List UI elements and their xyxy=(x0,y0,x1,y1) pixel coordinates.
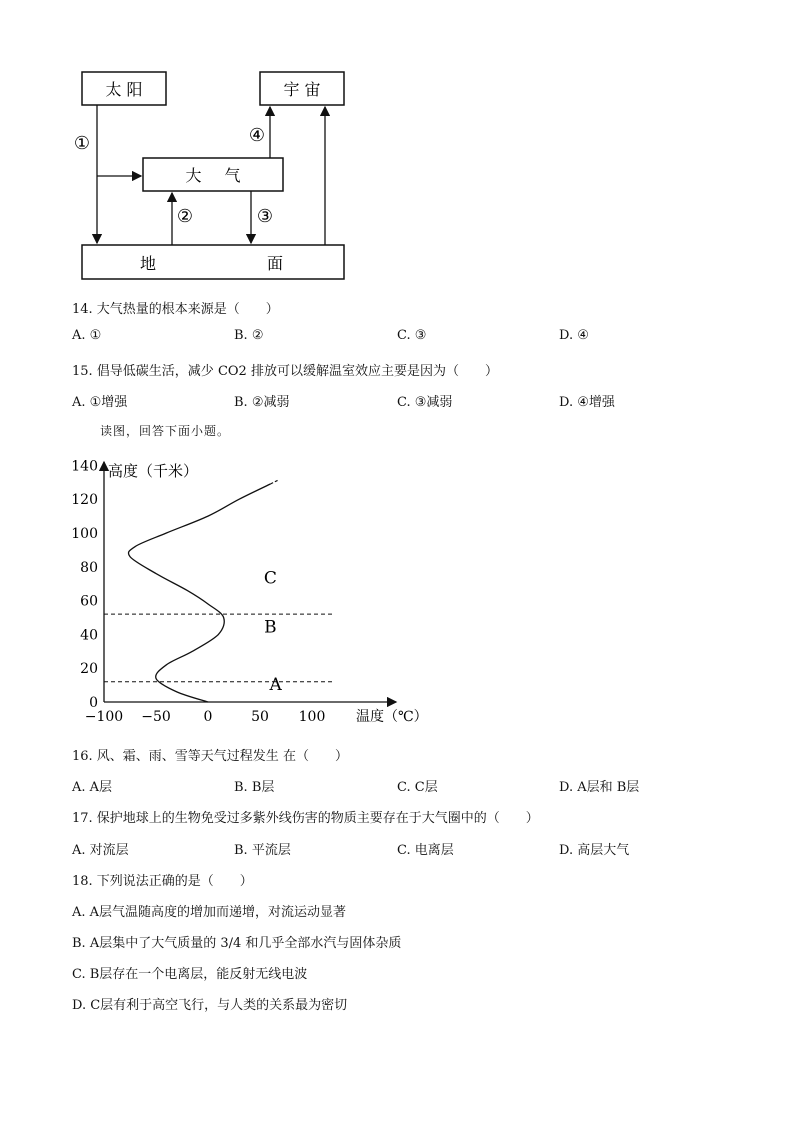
q14-option-c: C. ③ xyxy=(397,328,427,343)
q15-option-d: D. ④增强 xyxy=(559,395,615,410)
layer-label-C: C xyxy=(263,568,277,589)
question-15: 15. 倡导低碳生活，减少 CO2 排放可以缓解温室效应主要是因为（ ） xyxy=(72,364,498,379)
y-tick-label: 20 xyxy=(80,661,98,678)
arrow3-label: ③ xyxy=(256,206,274,227)
ground-label-left: 地 xyxy=(139,254,157,273)
sun-label: 太 阳 xyxy=(105,80,143,99)
question-14: 14. 大气热量的根本来源是（ ） xyxy=(72,302,279,317)
x-tick-label: −50 xyxy=(141,709,171,725)
y-tick-label: 100 xyxy=(71,526,98,542)
y-tick-label: 0 xyxy=(89,695,98,711)
instruction-text: 读图，回答下面小题。 xyxy=(100,424,231,438)
temperature-curve xyxy=(128,484,270,702)
q15-option-b: B. ②减弱 xyxy=(234,395,290,410)
q15-option-c: C. ③减弱 xyxy=(397,395,453,410)
arrow2-label: ② xyxy=(176,206,194,227)
ground-box xyxy=(82,245,344,279)
y-tick-label: 120 xyxy=(71,492,98,509)
q17-option-c: C. 电离层 xyxy=(397,843,454,858)
q18-option-b: B. A层集中了大气质量的 3/4 和几乎全部水汽与固体杂质 xyxy=(72,936,402,951)
temperature-curve-tail xyxy=(270,480,278,484)
question-17: 17. 保护地球上的生物免受过多紫外线伤害的物质主要存在于大气圈中的（ ） xyxy=(72,811,539,826)
q17-option-a: A. 对流层 xyxy=(72,843,129,858)
q16-option-b: B. B层 xyxy=(234,780,275,795)
q17-option-b: B. 平流层 xyxy=(234,843,291,858)
y-tick-label: 80 xyxy=(80,559,98,576)
x-tick-label: −100 xyxy=(84,709,124,725)
heat-diagram xyxy=(0,0,794,290)
ground-label-right: 面 xyxy=(266,254,284,273)
q16-option-c: C. C层 xyxy=(397,780,438,795)
x-tick-label: 100 xyxy=(298,709,326,725)
q18-option-d: D. C层有利于高空飞行，与人类的关系最为密切 xyxy=(72,998,348,1013)
q14-option-a: A. ① xyxy=(72,328,102,343)
y-tick-label: 60 xyxy=(80,593,98,610)
atmosphere-label: 大 气 xyxy=(185,166,241,185)
q17-option-d: D. 高层大气 xyxy=(559,843,630,858)
arrow1-label: ① xyxy=(73,133,91,154)
question-16: 16. 风、霜、雨、雪等天气过程发生 在（ ） xyxy=(72,749,348,764)
question-18: 18. 下列说法正确的是（ ） xyxy=(72,874,253,889)
x-axis-label: 温度（℃） xyxy=(356,709,428,725)
layer-label-A: A xyxy=(269,675,282,696)
y-tick-label: 140 xyxy=(71,458,98,475)
y-tick-label: 40 xyxy=(80,627,98,644)
x-tick-label: 50 xyxy=(251,709,269,725)
q14-option-d: D. ④ xyxy=(559,328,589,343)
layer-label-B: B xyxy=(264,617,277,638)
q15-option-a: A. ①增强 xyxy=(72,395,128,410)
x-tick-label: 0 xyxy=(203,709,213,725)
universe-label: 宇 宙 xyxy=(283,80,321,99)
temperature-altitude-chart xyxy=(0,450,794,735)
y-axis-label: 高度（千米） xyxy=(108,462,199,480)
q18-option-a: A. A层气温随高度的增加而递增，对流运动显著 xyxy=(72,905,347,920)
q14-option-b: B. ② xyxy=(234,328,264,343)
arrow4-label: ④ xyxy=(248,125,266,146)
q18-option-c: C. B层存在一个电离层，能反射无线电波 xyxy=(72,967,308,982)
q16-option-a: A. A层 xyxy=(72,780,113,795)
q16-option-d: D. A层和 B层 xyxy=(559,780,640,795)
